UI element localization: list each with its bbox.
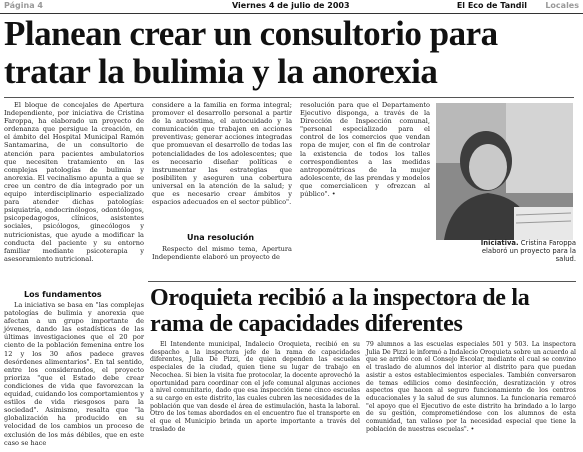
story1-col2b-text: Respecto del mismo tema, Apertura Independiente elaboró un proyecto de bbox=[152, 245, 292, 262]
story1-col1-text: El bloque de concejales de Apertura Independiente, por iniciativa de Cristina Faroppa, ha elaborado un proyecto de ordenanza que persigue la creación, en el ámbito del Hospital Municipal Ramón Santamarina, de un consultorio de atención para pacientes ambulatorios que necesiten tratamiento en las complejas patologías de bulimia y anorexia. El vecinalismo apunta a que se cree un centro de día integrado por un equipo interdisciplinario especializado para atender dichas patologías: psiquiatría, endocrinólogos, odontólogos, psicopedagogos, clínicos, asistentes sociales, psicólogos, ginecólogos y nutricionistas, que ayude a modificar la conducta del paciente y su entorno familiar mediante psicoterapia y asesoramiento nutricional. bbox=[4, 101, 144, 263]
story2-column-2 bbox=[366, 341, 576, 452]
photo-cristina-faroppa bbox=[436, 103, 573, 240]
headline-divider bbox=[4, 97, 574, 98]
story1-column-2 bbox=[152, 101, 292, 223]
page-number: Página 4 bbox=[4, 1, 43, 10]
story1-column-1 bbox=[4, 101, 144, 289]
issue-date: Viernes 4 de julio de 2003 bbox=[232, 1, 350, 10]
photo-caption bbox=[472, 239, 576, 263]
story1-col3-text: resolución para que el Departamento Ejecutivo disponga, a través de la Dirección de Inspección comunal, "personal especializado para el control de los comercios que vendan ropa de mujer, con el fin de controlar la existencia de todos los talles correspondientes a las medidas antropométricas de la mujer adolescente, de las prendas y modelos que comercialicen y ofrezcan al público". • bbox=[300, 101, 430, 199]
page-header bbox=[0, 0, 583, 14]
subhead-resolucion: Una resolución bbox=[187, 233, 255, 242]
story1-headline: Planean crear un consultorio para tratar la bulimia y la anorexia bbox=[4, 14, 498, 91]
newspaper-name: El Eco de Tandil bbox=[456, 1, 527, 10]
section-name: Locales bbox=[545, 1, 579, 10]
story2-column-1 bbox=[150, 341, 360, 452]
story1-col2-text: considere a la familia en forma integral; promover el desarrollo personal a partir de la autoestima, el autocuidado y la comunicación que trabajen en acciones preventivas; generar acciones integradas que promuevan el desarrollo de todas las potencialidades de los adolescentes; que es necesario diseñar políticas e instrumentar las estrategias que posibiliten y aseguren una cobertura universal en la atención de la salud; y que es necesario crear ámbitos y espacios adecuados en el sector público". bbox=[152, 101, 292, 207]
story2-col1-text: El Intendente municipal, Indalecio Oroquieta, recibió en su despacho a la inspectora jefe de la rama de capacidades diferentes, Julia De Pizzi, de quien dependen las escuelas especiales de la ciudad, quien tiene su lugar de trabajo en Necochea. Si bien la visita fue protocolar, la docente aprovechó la oportunidad para coordinar con el jefe comunal algunas acciones a nivel comunitario, dado que esa inspección tiene cinco escuelas a su cargo en este distrito, las cuales cubren las necesidades de la población que van desde el área de estimulación, hasta la laboral. Otro de los temas abordados en el encuentro fue el transporte en el que el Municipio brinda un aporte importante a través del traslado de bbox=[150, 341, 360, 433]
caption-bold: Iniciativa. bbox=[480, 239, 519, 247]
story2-headline: Oroquieta recibió a la inspectora de la rama de capacidades diferentes bbox=[150, 285, 530, 337]
subhead-fundamentos: Los fundamentos bbox=[24, 290, 102, 299]
story1-column-3 bbox=[300, 101, 430, 199]
caption-text: Cristina Faroppa elaboró un proyecto para la salud. bbox=[481, 239, 576, 263]
portrait-image bbox=[436, 103, 573, 240]
story1-column-2b bbox=[152, 245, 292, 279]
story2-col2-text: 79 alumnos a las escuelas especiales 501 y 503. La inspectora Julia De Pizzi le informó a Indalecio Oroquieta sobre un acuerdo al que se arribó con el Consejo Escolar, mediante el cual se convino el traslado de alumnos del interior al distrito para que puedan asistir a estos establecimientos especiales. También conversaron de temas edilicios como desinfección, desratización y otros aspectos que hacen al seguro funcionamiento de los centros educacionales y la salud de sus alumnos. La funcionaria remarcó "el apoyo que el Ejecutivo de este distrito ha brindado a lo largo de su gestión, comprometiéndose con los alumnos de esta comunidad, tan valioso por la necesidad especial que tiene la población de nuestras escuelas". • bbox=[366, 341, 576, 433]
story1-col1b-text: La iniciativa se basa en "las complejas patologías de bulimia y anorexia que afectan a un grupo importante de jóvenes, dando las estadísticas de las últimas investigaciones que el 20 por ciento de la población femenina entre los 12 y los 30 años padece graves desórdenes alimentarios". En tal sentido, entre los considerandos, el proyecto prioriza "que el Estado debe crear condiciones de vida que favorezcan la equidad, cuidando los comportamientos y estilos de vida riesgosos para la sociedad". Asimismo, resalta que "la globalización ha producido en su velocidad de los cambios un proceso de exclusión de los más débiles, que en este caso se hace bbox=[4, 301, 144, 447]
story1-column-1b bbox=[4, 301, 144, 452]
story2-divider bbox=[148, 281, 576, 282]
